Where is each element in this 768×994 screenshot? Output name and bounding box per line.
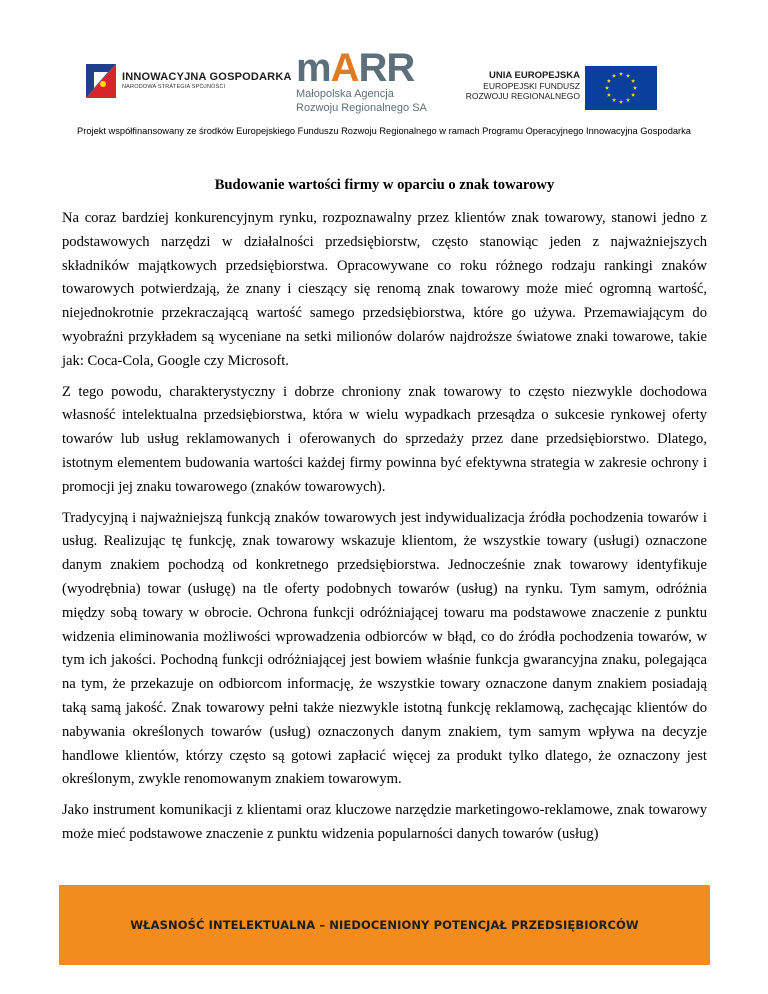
ig-logo-title: INNOWACYJNA GOSPODARKA [122,71,292,83]
eu-star-icon [612,98,616,102]
eu-star-icon [607,79,611,83]
eu-star-icon [631,79,635,83]
marr-wordmark: mARR [296,46,415,90]
eu-star-icon [619,100,623,104]
eu-star-icon [612,74,616,78]
marr-line1: Małopolska Agencja [296,88,394,100]
eu-star-icon [605,86,609,90]
project-cofinancing-note: Projekt współfinansowany ze środków Europejskiego Funduszu Rozwoju Regionalnego w ramach Programu Operacyjnego Innowacyjna Gospodarka [77,126,691,136]
ue-line1: UNIA EUROPEJSKA [489,70,580,81]
eu-star-icon [607,93,611,97]
ig-emblem-icon [86,64,116,98]
eu-star-icon [633,86,637,90]
document-body [62,176,707,854]
header-logos [0,0,768,130]
eu-flag-icon [585,66,657,110]
ig-logo-subtitle: NARODOWA STRATEGIA SPÓJNOŚCI [122,84,226,90]
footer-text: WŁASNOŚĆ INTELEKTUALNA – NIEDOCENIONY POTENCJAŁ PRZEDSIĘBIORCÓW [130,918,639,932]
innowacyjna-gospodarka-logo [86,64,292,98]
eu-star-icon [631,93,635,97]
ue-line3: ROZWOJU REGIONALNEGO [465,91,580,101]
ue-logo-text [458,70,580,101]
paragraph-4: Jako instrument komunikacji z klientami oraz kluczowe narzędzie marketingowo-reklamowe, znak towarowy może mieć podstawowe znaczenie z punktu widzenia popularności danych towarów (usług) [62,802,707,842]
ue-line2: EUROPEJSKI FUNDUSZ [483,81,580,91]
marr-line2: Rozwoju Regionalnego SA [296,102,427,114]
eu-star-icon [626,98,630,102]
footer-banner [59,885,710,965]
paragraph-2: Z tego powodu, charakterystyczny i dobrze chroniony znak towarowy to często niezwykle dochodowa własność intelektualna przedsiębiorstwa, która w wielu wypadkach przesądza o sukcesie rynkowej oferty towarów lub usług reklamowanych i oferowanych do sprzedaży przez dane przedsiębiorstwo. Dlatego, istotnym elementem budowania wartości każdej firmy powinna być efektywna strategia w zakresie ochrony i promocji jej znaku towarowego (znaków towarowych). [62,383,707,495]
paragraph-1: Na coraz bardziej konkurencyjnym rynku, rozpoznawalny przez klientów znak towarowy, stanowi jedno z podstawowych narzędzi w działalności przedsiębiorstw, często stanowiąc jeden z najważniejszych składników majątkowych przedsiębiorstwa. Opracowywane co roku różnego rodzaju rankingi znaków towarowych potwierdzają, że znany i cieszący się renomą znak towarowy może mieć ogromną wartość, niejednokrotnie przekraczającą wartość samego przedsiębiorstwa, które go używa. Przemawiającym do wyobraźni przykładem są wyceniane na setki milionów dolarów najdroższe światowe znaki towarowe, takie jak: Coca-Cola, Google czy Microsoft. [62,210,707,369]
eu-star-icon [619,72,623,76]
document-title: Budowanie wartości firmy w oparciu o znak towarowy [214,177,555,193]
paragraph-3: Tradycyjną i najważniejszą funkcją znaków towarowych jest indywidualizacja źródła pochodzenia towarów i usług. Realizując tę funkcję, znak towarowy wskazuje klientom, że wszystkie towary (usługi) oznaczone danym znakiem pochodzą od konkretnego przedsiębiorstwa. Jednocześnie znak towarowy identyfikuje (wyodrębnia) towar (usługę) na tle oferty podobnych towarów (usług) na rynku. Tym samym, odróżnia między sobą towary w obrocie. Ochrona funkcji odróżniającej towaru ma podstawowe znaczenie z punktu widzenia eliminowania możliwości wprowadzenia odbiorców w błąd, co do źródła pochodzenia towarów, w tym ich jakości. Pochodną funkcji odróżniającej jest bowiem właśnie funkcja gwarancyjna znaku, polegająca na tym, że przekazuje on odbiorcom informację, że wszystkie towary oznaczone danym znakiem posiadają taką samą jakość. Znak towarowy pełni także niezwykle istotną funkcję reklamową, zachęcając klientów do nabywania określonych towarów (usług) oznaczonych danym znakiem, tym samym wpływa na decyzje handlowe klientów, którzy często są gotowi zapłacić więcej za produkt tylko dlatego, że oznaczony jest określonym, zwykle renomowanym znakiem towarowym. [62,509,707,788]
eu-star-icon [626,74,630,78]
marr-logo [296,46,427,114]
